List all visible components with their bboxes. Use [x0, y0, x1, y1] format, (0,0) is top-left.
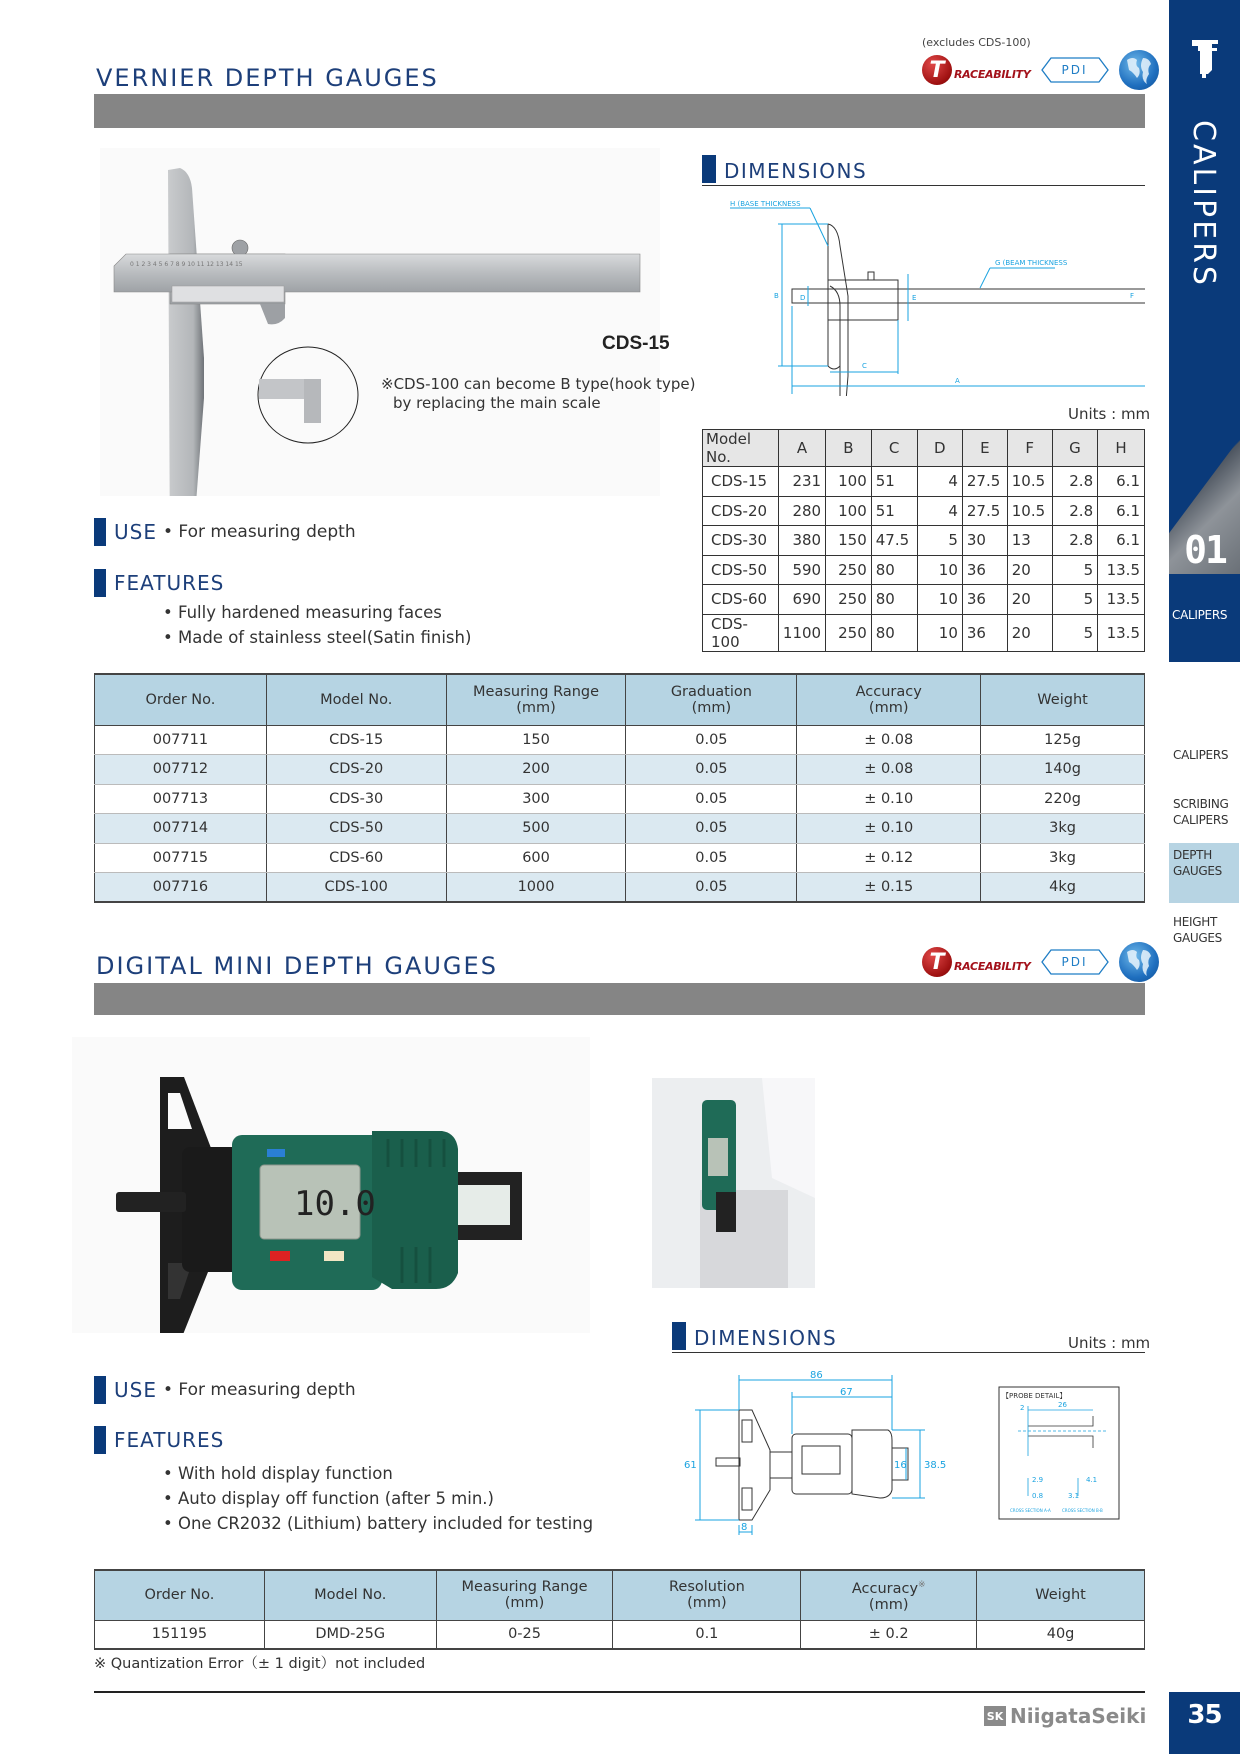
- units-label: Units : mm: [1068, 405, 1151, 423]
- column-header-unit: (mm): [504, 1595, 545, 1612]
- table-cell: 4: [917, 467, 962, 497]
- label-h: H (BASE THICKNESS: [730, 200, 801, 208]
- vernier-photo: [100, 148, 660, 496]
- section-a-label: CROSS SECTION A-A: [1010, 1508, 1051, 1513]
- units-label: Units : mm: [1068, 1334, 1151, 1352]
- column-header: F: [1007, 430, 1052, 467]
- sidebar-item-label: HEIGHT GAUGES: [1173, 915, 1222, 946]
- probe-dim-3-1: 3.1: [1068, 1492, 1080, 1500]
- logo-mark: SK: [984, 1706, 1006, 1726]
- sidebar-item-depth-gauges[interactable]: [1169, 843, 1239, 903]
- table-row: [95, 1620, 1145, 1649]
- table-cell: ± 0.12: [797, 843, 981, 873]
- column-header: B: [826, 430, 872, 467]
- column-header: [801, 1570, 977, 1620]
- table-cell: 5: [1052, 585, 1097, 615]
- table-cell: 5: [1052, 555, 1097, 585]
- sidebar-item-scribing-calipers[interactable]: [1169, 792, 1229, 832]
- sidebar-item-calipers[interactable]: [1169, 743, 1240, 767]
- table-cell: 140g: [981, 755, 1145, 785]
- pdi-text: PDI: [1061, 955, 1088, 969]
- certification-badges-digital: [922, 942, 1159, 982]
- table-cell: 10.5: [1007, 467, 1052, 497]
- table-cell: 1000: [446, 873, 626, 903]
- use-label: USE: [114, 1378, 157, 1402]
- probe-detail-drawing: [998, 1386, 1120, 1520]
- table-cell: 0.05: [626, 814, 797, 844]
- column-header-label: Resolution: [669, 1579, 745, 1596]
- digital-spec-table: [94, 1569, 1145, 1650]
- heading-marker: [94, 569, 106, 597]
- table-cell: CDS-50: [703, 555, 779, 585]
- features-list: [163, 600, 471, 650]
- table-cell: 3kg: [981, 814, 1145, 844]
- table-cell: 47.5: [871, 526, 917, 556]
- traceability-badge: [922, 55, 1031, 85]
- column-header-unit: (mm): [516, 699, 556, 716]
- caliper-icon: [1190, 36, 1220, 80]
- label-d: D: [800, 294, 806, 302]
- table-cell: CDS-30: [266, 784, 446, 814]
- table-cell: 13.5: [1098, 555, 1145, 585]
- table-cell: 40g: [977, 1620, 1145, 1649]
- label-g: G (BEAM THICKNESS: [995, 259, 1068, 267]
- column-header: A: [778, 430, 825, 467]
- table-cell: DMD-25G: [264, 1620, 436, 1649]
- features-heading: [94, 569, 224, 597]
- table-cell: 20: [1007, 585, 1052, 615]
- certification-badges: [922, 50, 1159, 90]
- column-header-label: Graduation: [670, 683, 752, 700]
- column-header: [266, 674, 446, 725]
- lcd-reading: 10.0: [294, 1184, 376, 1224]
- table-cell: 20: [1007, 555, 1052, 585]
- section-bar: [94, 94, 1145, 128]
- table-cell: 500: [446, 814, 626, 844]
- feature-item: • Made of stainless steel(Satin finish): [163, 625, 471, 650]
- column-header: [981, 674, 1145, 725]
- table-cell: 27.5: [962, 467, 1007, 497]
- column-header: Model No.: [703, 430, 779, 467]
- heading-marker: [702, 155, 716, 183]
- table-cell: 10: [917, 555, 962, 585]
- table-cell: CDS-20: [266, 755, 446, 785]
- digital-gauge-photo: [72, 1037, 590, 1333]
- table-row: [95, 843, 1145, 873]
- traceability-exclusion-note: (excludes CDS-100): [922, 36, 1031, 49]
- table-cell: 2.8: [1052, 496, 1097, 526]
- column-header-unit: (mm): [868, 1597, 909, 1614]
- dim-86: 86: [810, 1370, 823, 1381]
- heading-marker: [672, 1322, 686, 1350]
- table-row: [95, 784, 1145, 814]
- table-cell: 250: [826, 614, 872, 651]
- table-cell: CDS-100: [703, 614, 779, 651]
- brand-logo: [984, 1704, 1146, 1728]
- table-cell: 2.8: [1052, 467, 1097, 497]
- dim-67: 67: [840, 1387, 853, 1398]
- table-cell: 0.05: [626, 843, 797, 873]
- footer-rule: [94, 1691, 1145, 1693]
- probe-dim-0-8: 0.8: [1032, 1492, 1044, 1500]
- table-cell: ± 0.10: [797, 784, 981, 814]
- table-cell: 280: [778, 496, 825, 526]
- sidebar-item-height-gauges[interactable]: [1169, 910, 1229, 950]
- chapter-number: 01: [1184, 528, 1226, 572]
- table-cell: 380: [778, 526, 825, 556]
- table-cell: 10: [917, 585, 962, 615]
- table-cell: 007712: [95, 755, 267, 785]
- section-title-digital: DIGITAL MINI DEPTH GAUGES: [96, 952, 498, 980]
- table-cell: 0-25: [436, 1620, 613, 1649]
- table-cell: 0.05: [626, 784, 797, 814]
- table-cell: 10: [917, 614, 962, 651]
- dimensions-label: DIMENSIONS: [724, 159, 868, 183]
- dim-8: 8: [741, 1522, 748, 1533]
- use-label: USE: [114, 520, 157, 544]
- table-cell: CDS-15: [703, 467, 779, 497]
- spec-table-header: [95, 1570, 1145, 1620]
- column-header-unit: (mm): [691, 699, 732, 716]
- dimensions-label: DIMENSIONS: [694, 1326, 838, 1350]
- column-header-label: Measuring Range: [461, 1579, 588, 1596]
- table-cell: CDS-30: [703, 526, 779, 556]
- table-cell: 007711: [95, 725, 267, 755]
- table-cell: 007715: [95, 843, 267, 873]
- table-cell: ± 0.08: [797, 725, 981, 755]
- label-f: F: [1130, 292, 1135, 300]
- use-heading: [94, 518, 356, 546]
- heading-marker: [94, 1426, 106, 1454]
- column-header: [613, 1570, 801, 1620]
- hook-type-note-line2: by replacing the main scale: [393, 394, 601, 412]
- pdi-badge: [1041, 57, 1109, 83]
- table-cell: 300: [446, 784, 626, 814]
- table-cell: 1100: [778, 614, 825, 651]
- table-row: [95, 755, 1145, 785]
- hook-type-detail-image: [256, 345, 360, 445]
- use-text: • For measuring depth: [162, 1380, 356, 1400]
- traceability-text: RACEABILITY: [954, 960, 1031, 973]
- probe-detail-title: 【PROBE DETAIL】: [1002, 1392, 1067, 1400]
- probe-dim-4-1: 4.1: [1086, 1476, 1098, 1484]
- feature-item: • One CR2032 (Lithium) battery included for testing: [163, 1511, 593, 1536]
- table-cell: ± 0.08: [797, 755, 981, 785]
- column-header-label: Measuring Range: [473, 683, 600, 700]
- table-cell: 6.1: [1098, 496, 1145, 526]
- table-cell: 0.05: [626, 755, 797, 785]
- heading-marker: [94, 1376, 106, 1404]
- column-header: [95, 674, 267, 725]
- dim-38-5: 38.5: [924, 1460, 947, 1471]
- feature-item: • Auto display off function (after 5 min.): [163, 1486, 593, 1511]
- features-label: FEATURES: [114, 1428, 225, 1452]
- table-cell: 30: [962, 526, 1007, 556]
- table-cell: 20: [1007, 614, 1052, 651]
- features-list-digital: [163, 1461, 593, 1536]
- label-a: A: [955, 377, 960, 385]
- page-number: 35: [1169, 1692, 1240, 1754]
- table-cell: 250: [826, 585, 872, 615]
- table-cell: 150: [446, 725, 626, 755]
- feature-item: • With hold display function: [163, 1461, 593, 1486]
- photo-caption: CDS-15: [602, 333, 670, 354]
- table-cell: 220g: [981, 784, 1145, 814]
- table-cell: 3kg: [981, 843, 1145, 873]
- table-row: [703, 555, 1145, 585]
- pdi-text: PDI: [1061, 63, 1088, 77]
- probe-dim-2-9: 2.9: [1032, 1476, 1044, 1484]
- table-cell: 690: [778, 585, 825, 615]
- table-cell: 231: [778, 467, 825, 497]
- table-cell: 13: [1007, 526, 1052, 556]
- pdi-badge: [1041, 949, 1109, 975]
- table-row: [95, 725, 1145, 755]
- footnote-marker: ※: [918, 1580, 926, 1591]
- table-cell: 6.1: [1098, 467, 1145, 497]
- table-cell: 4: [917, 496, 962, 526]
- table-row: [95, 814, 1145, 844]
- column-header: H: [1098, 430, 1145, 467]
- table-cell: 600: [446, 843, 626, 873]
- table-cell: 80: [871, 614, 917, 651]
- table-cell: 27.5: [962, 496, 1007, 526]
- section-b-label: CROSS SECTION B-B: [1062, 1508, 1103, 1513]
- table-cell: 51: [871, 467, 917, 497]
- column-header-label: Accuracy: [855, 683, 922, 700]
- table-cell: 250: [826, 555, 872, 585]
- table-cell: 200: [446, 755, 626, 785]
- section-title-vernier: VERNIER DEPTH GAUGES: [96, 64, 439, 92]
- column-header-label: Weight: [1037, 691, 1088, 708]
- probe-dim-26: 26: [1058, 1401, 1067, 1409]
- table-cell: 13.5: [1098, 614, 1145, 651]
- column-header: [95, 1570, 265, 1620]
- table-cell: 4kg: [981, 873, 1145, 903]
- dimensions-heading: [702, 155, 1145, 186]
- use-heading-digital: [94, 1376, 356, 1404]
- table-cell: 100: [826, 496, 872, 526]
- table-cell: 36: [962, 614, 1007, 651]
- column-header: [977, 1570, 1145, 1620]
- use-text: • For measuring depth: [162, 522, 356, 542]
- sidebar-item-label: CALIPERS: [1173, 748, 1229, 762]
- table-cell: CDS-60: [703, 585, 779, 615]
- column-header-unit: (mm): [687, 1595, 727, 1612]
- sidebar-item-label: DEPTH GAUGES: [1173, 848, 1222, 879]
- column-header-label: Model No.: [314, 1587, 387, 1604]
- table-cell: 5: [1052, 614, 1097, 651]
- label-c: C: [862, 362, 867, 370]
- digital-dimension-drawing: [680, 1370, 970, 1540]
- table-cell: 36: [962, 555, 1007, 585]
- column-header: C: [871, 430, 917, 467]
- spec-table-header: [95, 674, 1145, 725]
- sidebar-item-label: SCRIBING CALIPERS: [1173, 797, 1229, 828]
- table-cell: 2.8: [1052, 526, 1097, 556]
- table-cell: CDS-100: [266, 873, 446, 903]
- table-cell: 0.05: [626, 725, 797, 755]
- table-cell: CDS-50: [266, 814, 446, 844]
- table-cell: ± 0.10: [797, 814, 981, 844]
- table-row: [95, 873, 1145, 903]
- traceability-text: RACEABILITY: [954, 68, 1031, 81]
- vernier-depth-gauge-image: [100, 148, 660, 496]
- label-e: E: [912, 294, 917, 302]
- svg-text:0 1 2 3 4 5 6 7 8 9 10 11 12 1: 0 1 2 3 4 5 6 7 8 9 10 11 12 13 14 15: [130, 261, 243, 268]
- column-header: D: [917, 430, 962, 467]
- table-cell: 151195: [95, 1620, 265, 1649]
- table-cell: 13.5: [1098, 585, 1145, 615]
- column-header-label: Accuracy: [851, 1581, 919, 1598]
- table-cell: ± 0.2: [801, 1620, 977, 1649]
- column-header-label: Order No.: [144, 1587, 215, 1604]
- label-b: B: [774, 292, 779, 300]
- table-cell: 150: [826, 526, 872, 556]
- features-heading-digital: [94, 1426, 224, 1454]
- dim-16: 16: [894, 1460, 907, 1471]
- table-cell: CDS-20: [703, 496, 779, 526]
- table-cell: 007713: [95, 784, 267, 814]
- column-header: [446, 674, 626, 725]
- digital-depth-gauge-image: [72, 1037, 590, 1333]
- chapter-label: CALIPERS: [1172, 608, 1228, 622]
- table-row: [703, 526, 1145, 556]
- column-header-label: Order No.: [145, 691, 216, 708]
- column-header-label: Weight: [1035, 1587, 1086, 1604]
- table-cell: 0.05: [626, 873, 797, 903]
- features-label: FEATURES: [114, 571, 225, 595]
- dim-61: 61: [684, 1460, 697, 1471]
- column-header: [626, 674, 797, 725]
- table-cell: 590: [778, 555, 825, 585]
- quantization-footnote: ※ Quantization Error（± 1 digit）not included: [94, 1656, 426, 1672]
- table-cell: 10.5: [1007, 496, 1052, 526]
- vernier-dimension-drawing: [700, 196, 1145, 396]
- hook-type-note-line1: ※CDS-100 can become B type(hook type): [381, 375, 696, 393]
- table-row: [703, 467, 1145, 497]
- table-cell: 6.1: [1098, 526, 1145, 556]
- feature-item: • Fully hardened measuring faces: [163, 600, 471, 625]
- table-cell: 0.1: [613, 1620, 801, 1649]
- probe-dim-2: 2: [1020, 1404, 1025, 1412]
- table-cell: 125g: [981, 725, 1145, 755]
- dimensions-table: [702, 429, 1145, 652]
- table-row: [703, 496, 1145, 526]
- column-header: E: [962, 430, 1007, 467]
- globe-icon: [1119, 50, 1159, 90]
- traceability-icon: T: [922, 55, 952, 85]
- table-cell: 5: [917, 526, 962, 556]
- traceability-badge: [922, 947, 1031, 977]
- sidebar-title: CALIPERS: [1186, 120, 1221, 288]
- table-cell: 36: [962, 585, 1007, 615]
- table-row: [703, 614, 1145, 651]
- vernier-spec-table: [94, 673, 1145, 903]
- logo-text: NiigataSeiki: [1010, 1704, 1147, 1728]
- table-cell: 51: [871, 496, 917, 526]
- globe-icon: [1119, 942, 1159, 982]
- traceability-icon: T: [922, 947, 952, 977]
- table-cell: 80: [871, 555, 917, 585]
- section-bar: [94, 983, 1145, 1015]
- table-cell: 007716: [95, 873, 267, 903]
- column-header-label: Model No.: [320, 691, 393, 708]
- table-cell: 100: [826, 467, 872, 497]
- table-cell: ± 0.15: [797, 873, 981, 903]
- dimensions-table-header: [703, 430, 1145, 467]
- table-cell: CDS-60: [266, 843, 446, 873]
- table-cell: CDS-15: [266, 725, 446, 755]
- column-header-unit: (mm): [868, 699, 909, 716]
- table-row: [703, 585, 1145, 615]
- table-cell: 80: [871, 585, 917, 615]
- heading-marker: [94, 518, 106, 546]
- table-cell: 007714: [95, 814, 267, 844]
- column-header: [436, 1570, 613, 1620]
- in-use-photo: [652, 1078, 815, 1288]
- column-header: [264, 1570, 436, 1620]
- column-header: [797, 674, 981, 725]
- column-header: G: [1052, 430, 1097, 467]
- gauge-in-use-image: [652, 1078, 815, 1288]
